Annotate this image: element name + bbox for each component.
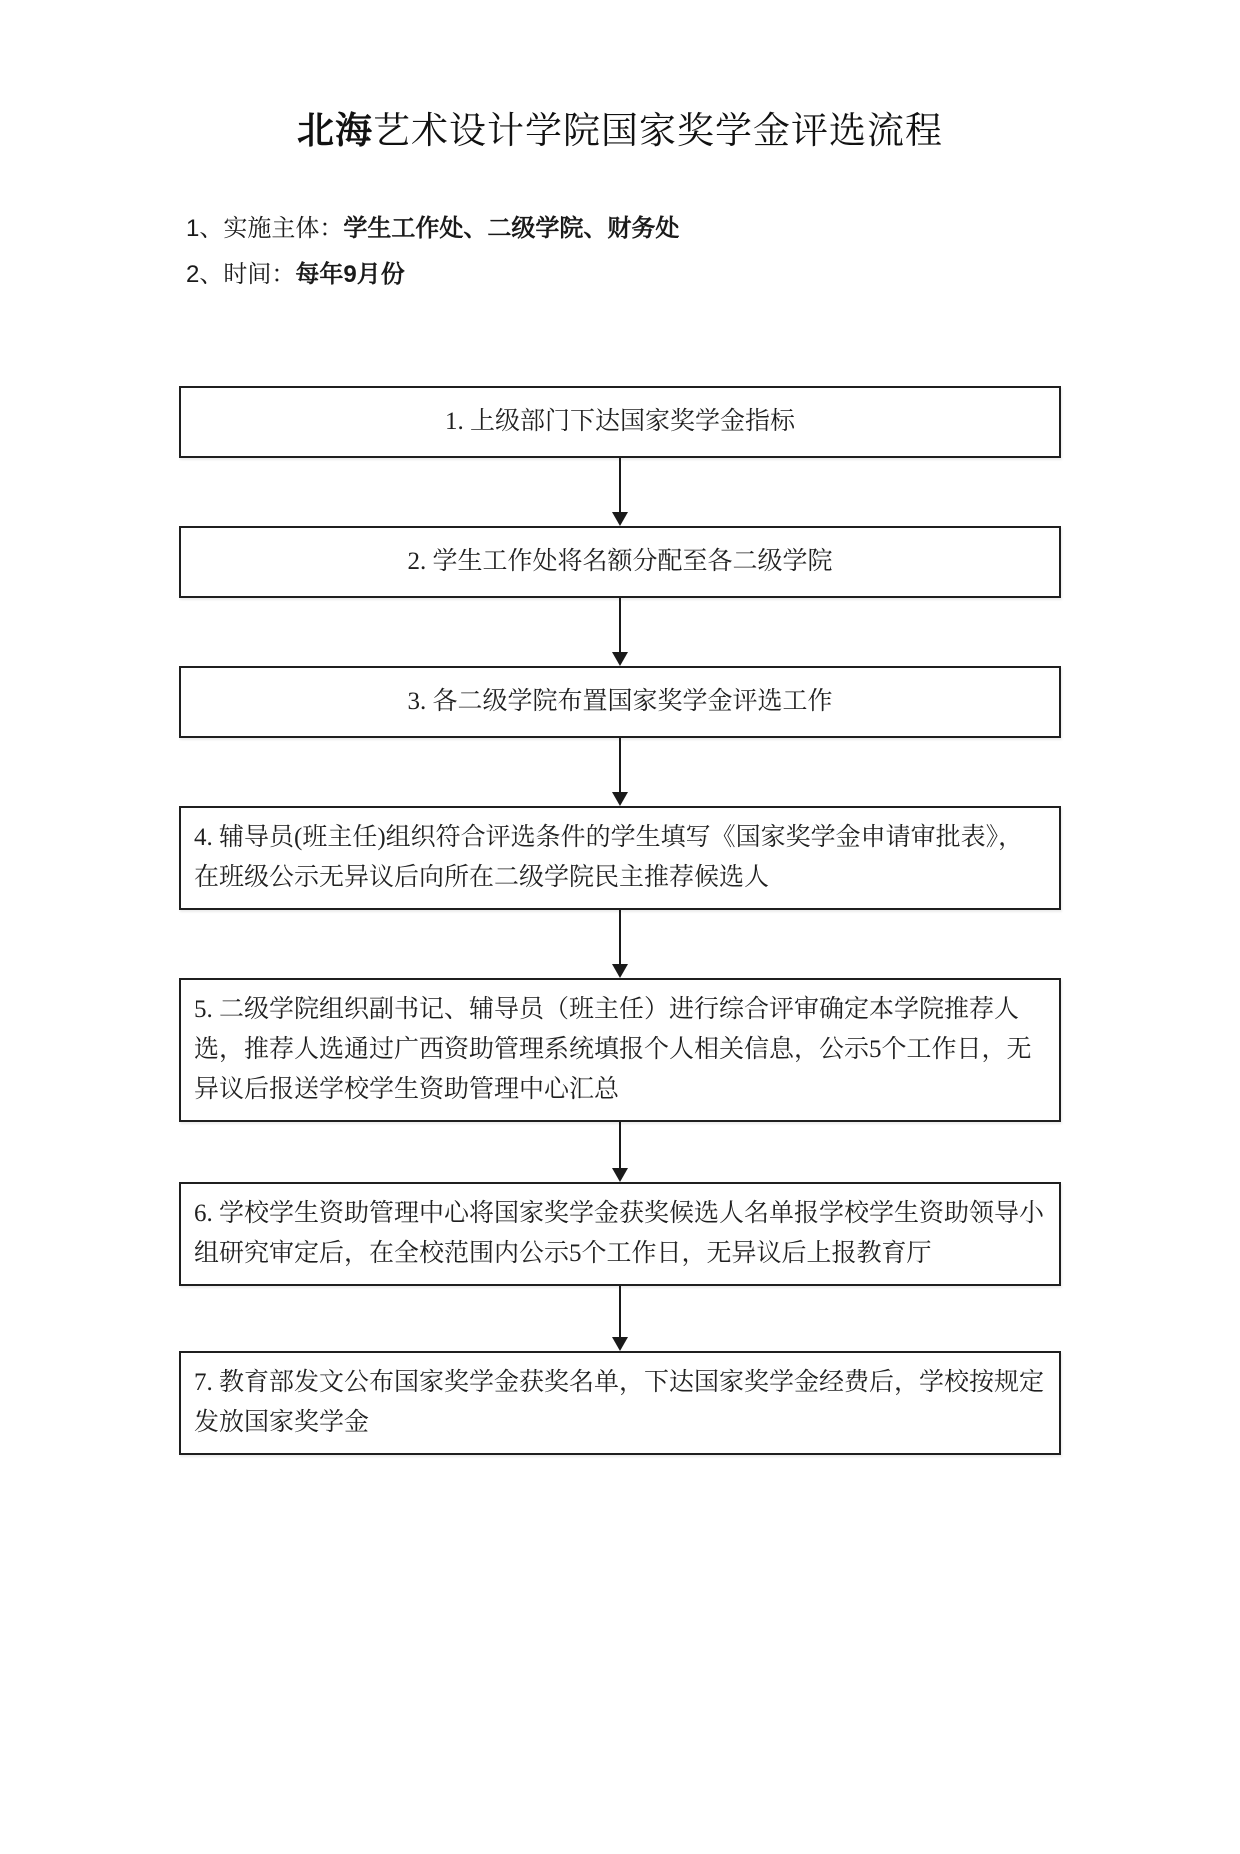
page-title [0, 100, 1240, 154]
flow-step-2-text: 2. 学生工作处将名额分配至各二级学院 [407, 548, 833, 575]
intro-label-time: 2、时间： [186, 261, 296, 288]
flow-step-3 [179, 666, 1061, 738]
flow-step-5 [179, 978, 1061, 1122]
flow-step-1-text: 1. 上级部门下达国家奖学金指标 [444, 408, 795, 435]
flow-step-4 [179, 806, 1061, 910]
arrow-down-icon [612, 792, 628, 806]
arrow-down-icon [612, 1337, 628, 1351]
arrow-down-icon [612, 652, 628, 666]
arrow-down-icon [612, 512, 628, 526]
arrow-shaft [619, 1286, 621, 1338]
arrow-shaft [619, 1122, 621, 1169]
flow-step-6 [179, 1182, 1061, 1286]
flow-arrow-4 [611, 910, 629, 978]
arrow-shaft [619, 910, 621, 965]
intro-section [186, 214, 1240, 290]
arrow-shaft [619, 458, 621, 513]
intro-value-time: 每年9月份 [295, 261, 405, 288]
flowchart [179, 386, 1061, 1455]
flow-arrow-3 [611, 738, 629, 806]
flow-step-4-text: 4. 辅导员(班主任)组织符合评选条件的学生填写《国家奖学金申请审批表》，在班级公示无异议后向所在二级学院民主推荐候选人 [194, 824, 1024, 891]
title-bold-prefix: 北海 [297, 110, 373, 151]
flow-arrow-5 [611, 1122, 629, 1182]
flow-step-6-text: 6. 学校学生资助管理中心将国家奖学金获奖候选人名单报学校学生资助领导小组研究审定后，在全校范围内公示5个工作日，无异议后上报教育厅 [194, 1200, 1045, 1267]
arrow-down-icon [612, 1168, 628, 1182]
arrow-down-icon [612, 964, 628, 978]
intro-line-time [186, 260, 1240, 290]
flow-arrow-1 [611, 458, 629, 526]
flow-arrow-2 [611, 598, 629, 666]
flow-step-1 [179, 386, 1061, 458]
title-rest: 艺术设计学院国家奖学金评选流程 [373, 110, 943, 151]
document-page [0, 100, 1240, 1854]
flow-step-2 [179, 526, 1061, 598]
flow-step-3-text: 3. 各二级学院布置国家奖学金评选工作 [407, 688, 833, 715]
arrow-shaft [619, 738, 621, 793]
intro-value-implementer: 学生工作处、二级学院、财务处 [343, 215, 680, 242]
flow-step-7-text: 7. 教育部发文公布国家奖学金获奖名单，下达国家奖学金经费后，学校按规定发放国家奖学金 [194, 1369, 1045, 1436]
flow-arrow-6 [611, 1286, 629, 1351]
flow-step-5-text: 5. 二级学院组织副书记、辅导员（班主任）进行综合评审确定本学院推荐人选，推荐人选通过广西资助管理系统填报个人相关信息，公示5个工作日，无异议后报送学校学生资助管理中心汇总 [194, 996, 1032, 1103]
flow-step-7 [179, 1351, 1061, 1455]
arrow-shaft [619, 598, 621, 653]
intro-line-implementer [186, 214, 1240, 244]
intro-label-implementer: 1、实施主体： [186, 215, 344, 242]
